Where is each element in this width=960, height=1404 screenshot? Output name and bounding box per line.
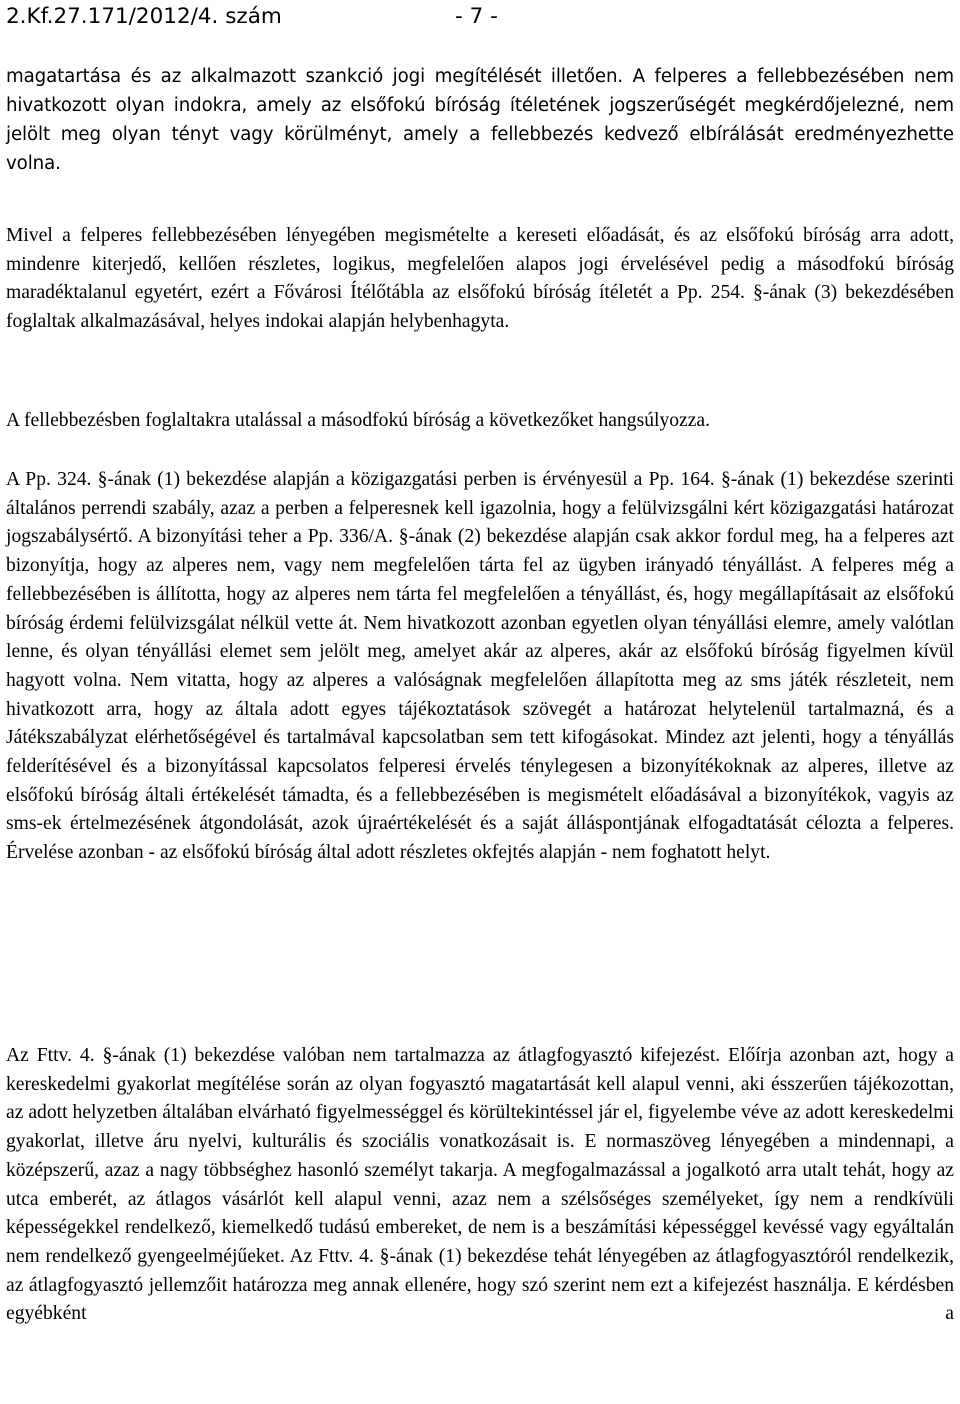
paragraph-burden-of-proof — [6, 466, 954, 868]
paragraph-text: A fellebbezésben foglaltakra utalással a másodfokú bíróság a következőket hangsúlyozza. — [6, 410, 711, 431]
paragraph-text: Mivel a felperes fellebbezésében lényegében megismételte a kereseti előadását, és az elsőfokú bíróság arra adott, mindenre kiterjedő, kellően részletes, logikus, megfelelően alapos jogi érvelésével pedig a másodfokú bíróság maradéktalanul egyetért, ezért a Fővárosi Ítélőtábla az elsőfokú bíróság ítéletét a Pp. 254. §-ának (3) bekezdésében foglaltak alkalmazásával, helyes indokai alapján helybenhagyta. — [6, 225, 954, 333]
paragraph-appeal-summary — [6, 222, 954, 337]
paragraph-text: magatartása és az alkalmazott szankció jogi megítélését illetően. A felperes a fellebbezésében nem hivatkozott olyan indokra, amely az elsőfokú bíróság ítéletének jogszerűségét megkérdőjelezné, nem jelölt meg olyan tényt vagy körülményt, amely a fellebbezés kedvező elbírálását eredményezhette volna. — [6, 66, 954, 174]
paragraph-text: A Pp. 324. §-ának (1) bekezdése alapján a közigazgatási perben is érvényesül a Pp. 164. §-ának (1) bekezdése szerinti általános perrendi szabály, azaz a perben a felperesnek kell igazolnia, hogy a felülvizsgálni kért közigazgatási határozat jogszabálysértő. A bizonyítási teher a Pp. 336/A. §-ának (2) bekezdése alapján csak akkor fordul meg, ha a felperes azt bizonyítja, hogy az alperes nem, vagy nem megfelelően tárta fel az ügyben irányadó tényállást. A felperes még a fellebbezésében is állította, hogy az alperes nem tárta fel megfelelően a tényállást, és, hogy megállapításait az elsőfokú bíróság érdemi felülvizsgálat nélkül vette át. Nem hivatkozott azonban egyetlen olyan tényállási elemre, amely valótlan lenne, és olyan tényállási elemet sem jelölt meg, amelyet akár az alperes, akár az elsőfokú bíróság figyelmen kívül hagyott volna. Nem vitatta, hogy az alperes a valóságnak megfelelően állapította meg az sms játék részleteit, nem hivatkozott arra, hogy az általa adott egyes tájékoztatások szövegét a határozat helytelenül tartalmazná, és a Játékszabályzat elérhetőségével és tartalmával kapcsolatban sem tett kifogásokat. Mindez azt jelenti, hogy a tényállás felderítésével és a bizonyítással kapcsolatos felperesi érvelés ténylegesen a bizonyítékoknak az alperes, illetve az elsőfokú bíróság általi értékelését támadta, és a fellebbezésében is megismételt előadásával a bizonyítékok, vagyis az sms-ek értelmezésének átgondolását, azok újraértékelését és a saját álláspontjának elfogadtatását célozta a felperes. Érvelése azonban - az elsőfokú bíróság által adott részletes okfejtés alapján - nem foghatott helyt. — [6, 469, 954, 864]
case-number: 2.Kf.27.171/2012/4. szám — [6, 4, 282, 29]
paragraph-emphasis — [6, 407, 954, 436]
paragraph-intro — [6, 62, 954, 178]
page-number: - 7 - — [455, 4, 498, 29]
page-header — [6, 0, 946, 34]
paragraph-text: Az Fttv. 4. §-ának (1) bekezdése valóban nem tartalmazza az átlagfogyasztó kifejezést. Előírja azonban azt, hogy a kereskedelmi gyakorlat megítélése során az olyan fogyasztó magatartását kell alapul venni, aki ésszerűen tájékozottan, az adott helyzetben általában elvárható figyelmességgel és körültekintéssel jár el, figyelembe véve az adott kereskedelmi gyakorlat, illetve áru nyelvi, kulturális és szociális vonatkozásait is. E normaszöveg lényegében a mindennapi, a középszerű, azaz a nagy többséghez hasonló személyt takarja. A megfogalmazással a jogalkotó arra utalt tehát, hogy az utca emberét, az átlagos vásárlót kell alapul venni, azaz nem a szélsőséges személyeket, így nem a rendkívüli képességekkel rendelkező, kiemelkedő tudású embereket, de nem is a beszámítási képességgel kevéssé vagy egyáltalán nem rendelkező gyengeelméjűeket. Az Fttv. 4. §-ának (1) bekezdése tehát lényegében az átlagfogyasztóról rendelkezik, az átlagfogyasztó jellemzőit határozza meg annak ellenére, hogy szó szerint nem ezt a kifejezést használja. E kérdésben egyébként a — [6, 1045, 954, 1325]
paragraph-average-consumer — [6, 1042, 954, 1329]
